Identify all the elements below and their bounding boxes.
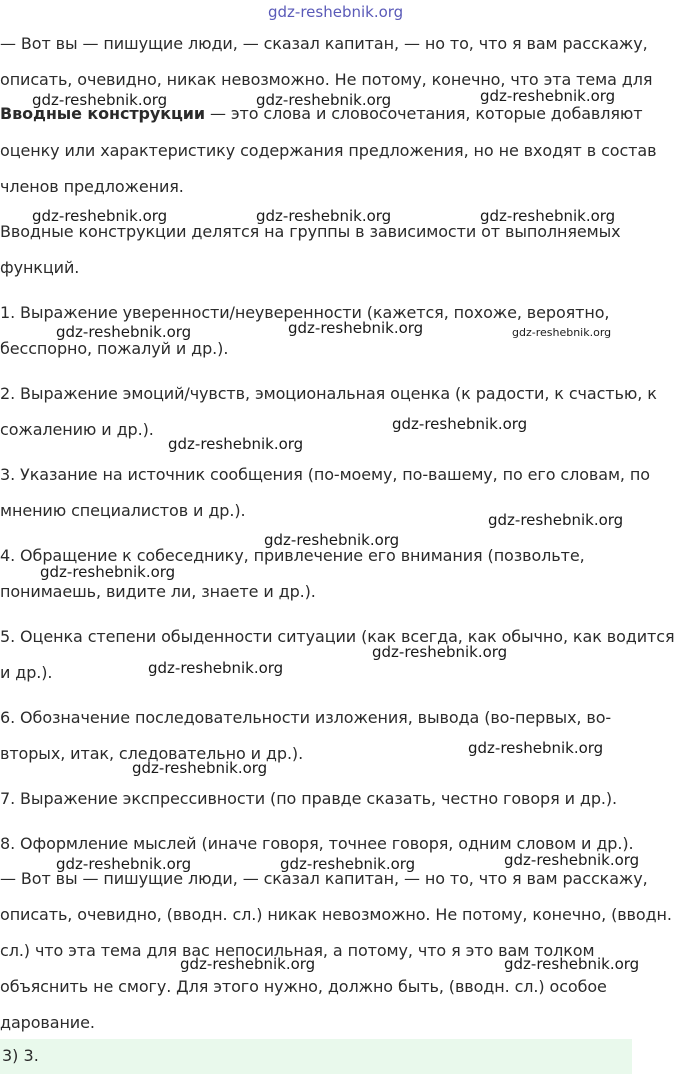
watermark: gdz-reshebnik.org [488, 511, 624, 529]
watermark: gdz-reshebnik.org [512, 326, 612, 339]
watermark: gdz-reshebnik.org [280, 855, 416, 873]
watermark: gdz-reshebnik.org [32, 91, 168, 109]
text-line-8: 1. Выражение уверенности/неуверенности (кажется, похоже, вероятно, [0, 303, 610, 322]
text-line-19: вторых, итак, следовательно и др.). [0, 744, 304, 763]
text-line-5: членов предложения. [0, 177, 184, 196]
watermark: gdz-reshebnik.org [56, 323, 192, 341]
term-bold: Вводные конструкции [0, 104, 205, 123]
text-line-15: понимаешь, видите ли, знаете и др.). [0, 582, 316, 601]
watermark: gdz-reshebnik.org [480, 207, 616, 225]
watermark: gdz-reshebnik.org [256, 91, 392, 109]
text-line-17: и др.). [0, 663, 53, 682]
text-line-13: мнению специалистов и др.). [0, 501, 246, 520]
text-line-25: объяснить не смогу. Для этого нужно, должно быть, (вводн. сл.) особое [0, 977, 607, 996]
text-line-12: 3. Указание на источник сообщения (по-моему, по-вашему, по его словам, по [0, 465, 650, 484]
definition-text: — это слова и словосочетания, которые добавляют [204, 104, 643, 123]
text-line-20: 7. Выражение экспрессивности (по правде сказать, честно говоря и др.). [0, 789, 618, 808]
text-line-7: функций. [0, 258, 80, 277]
watermark: gdz-reshebnik.org [132, 759, 268, 777]
text-line-22: — Вот вы — пишущие люди, — сказал капитан, — но то, что я вам расскажу, [0, 869, 648, 888]
answer-text: 3) 3. [2, 1046, 39, 1065]
watermark: gdz-reshebnik.org [40, 563, 176, 581]
watermark: gdz-reshebnik.org [264, 531, 400, 549]
text-line-4: оценку или характеристику содержания предложения, но не входят в состав [0, 141, 657, 160]
watermark: gdz-reshebnik.org [504, 955, 640, 973]
text-line-24: сл.) что эта тема для вас непосильная, а потому, что я это вам толком [0, 941, 595, 960]
watermark: gdz-reshebnik.org [168, 435, 304, 453]
text-line-6: Вводные конструкции делятся на группы в зависимости от выполняемых [0, 222, 621, 241]
watermark: gdz-reshebnik.org [468, 739, 604, 757]
watermark: gdz-reshebnik.org [504, 851, 640, 869]
watermark: gdz-reshebnik.org [256, 207, 392, 225]
watermark: gdz-reshebnik.org [56, 855, 192, 873]
text-line-11: сожалению и др.). [0, 420, 154, 439]
text-line-21: 8. Оформление мыслей (иначе говоря, точнее говоря, одним словом и др.). [0, 834, 634, 853]
watermark: gdz-reshebnik.org [480, 87, 616, 105]
text-line-16: 5. Оценка степени обыденности ситуации (как всегда, как обычно, как водится [0, 627, 675, 646]
text-line-26: дарование. [0, 1013, 95, 1032]
text-line-23: описать, очевидно, (вводн. сл.) никак невозможно. Не потому, конечно, (вводн. [0, 905, 672, 924]
text-line-10: 2. Выражение эмоций/чувств, эмоциональная оценка (к радости, к счастью, к [0, 384, 657, 403]
watermark: gdz-reshebnik.org [180, 955, 316, 973]
answer-bar [0, 1039, 632, 1074]
watermark: gdz-reshebnik.org [288, 319, 424, 337]
watermark: gdz-reshebnik.org [32, 207, 168, 225]
text-line-9: бесспорно, пожалуй и др.). [0, 339, 229, 358]
text-line-1: — Вот вы — пишущие люди, — сказал капитан, — но то, что я вам расскажу, [0, 34, 648, 53]
text-line-2: описать, очевидно, никак невозможно. Не потому, конечно, что эта тема для [0, 70, 653, 89]
watermark: gdz-reshebnik.org [392, 415, 528, 433]
text-line-14: 4. Обращение к собеседнику, привлечение его внимания (позвольте, [0, 546, 585, 565]
watermark: gdz-reshebnik.org [148, 659, 284, 677]
watermark: gdz-reshebnik.org [372, 643, 508, 661]
watermark-top: gdz-reshebnik.org [268, 3, 404, 21]
text-line-18: 6. Обозначение последовательности изложения, вывода (во-первых, во- [0, 708, 612, 727]
